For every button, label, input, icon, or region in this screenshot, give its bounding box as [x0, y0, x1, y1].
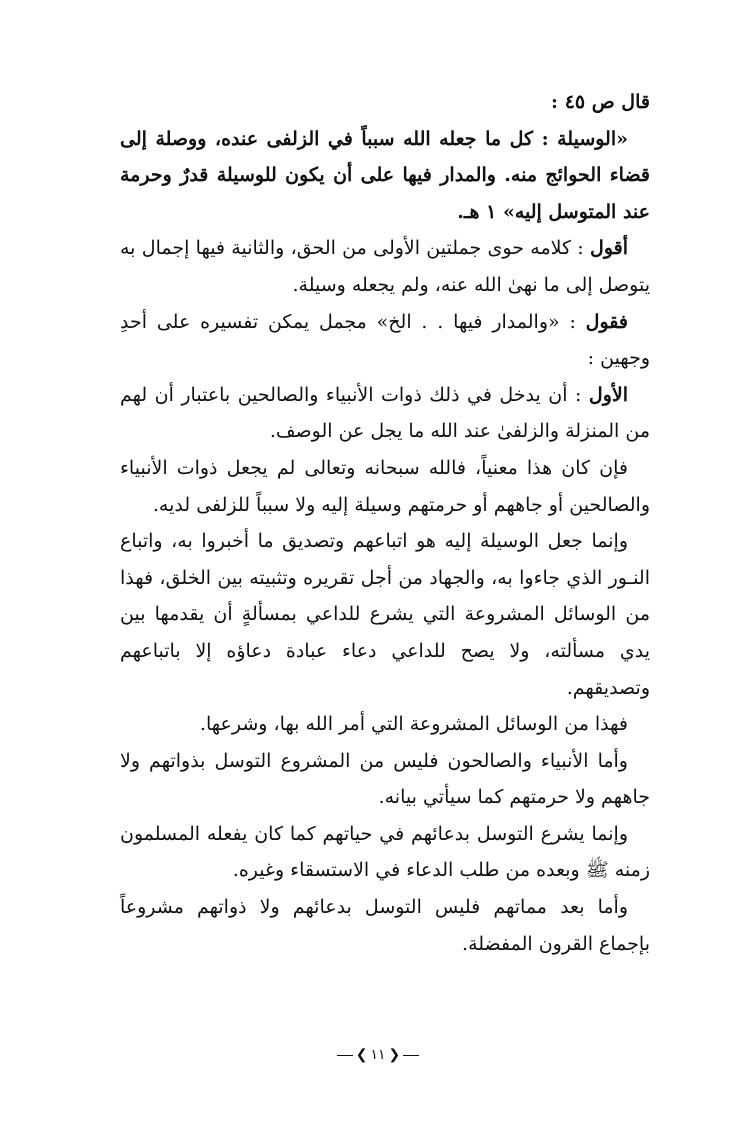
paragraph-body: فإن كان هذا معنياً، فالله سبحانه وتعالى لم يجعل ذوات الأنبياء والصالحين أو جاههم أو حرمتهم وسيلة إليه ولا سبباً للزلفى لديه. [120, 456, 650, 516]
paragraph-reply [120, 230, 650, 303]
paragraph-body: وأما الأنبياء والصالحون فليس من المشروع التوسل بذواتهم ولا جاههم ولا حرمتهم كما سيأتي بيانه. [120, 749, 650, 809]
quote-line: عند المتوسل إليه» ١ هـ. [457, 200, 650, 223]
paragraph-first-meaning [120, 377, 650, 450]
page-number: ١١ [370, 1047, 386, 1063]
page-footer [0, 1047, 756, 1063]
paragraph-body: فهذا من الوسائل المشروعة التي أمر الله بها، وشرعها. [199, 713, 628, 736]
paragraph-body: وإنما يشرع التوسل بدعائهم في حياتهم كما كان يفعله المسلمون زمنه ﷺ وبعده من طلب الدعاء في الاستسقاء وغيره. [120, 822, 650, 882]
paragraph-text: : أن يدخل في ذلك ذوات الأنبياء والصالحين باعتبار أن لهم من المنزلة والزلفىٰ عند الله ما يجل عن الوصف. [120, 383, 650, 443]
section-heading: قال ص ٤٥ : [551, 91, 650, 113]
body-text [120, 84, 650, 962]
paragraph-body: وأما بعد مماتهم فليس التوسل بدعائهم ولا ذواتهم مشروعاً بإجماع القرون المفضلة. [120, 896, 650, 955]
paragraph-lead-word: الأول [588, 383, 628, 406]
quote-line: «الوسيلة : كل ما جعله الله سبباً في الزلفى عنده، ووصلة إلى [120, 127, 628, 150]
quoted-definition [120, 121, 650, 231]
ornament-right-icon: ❯ [388, 1047, 401, 1063]
ornament-left-icon: ❮ [355, 1047, 368, 1063]
paragraph-text: : كلامه حوى جملتين الأولى من الحق، والثانية فيها إجمال به يتوصل إلى ما نهىٰ الله عنه، ولم يجعله وسيلة. [120, 237, 650, 296]
footer-rule [337, 1055, 353, 1056]
paragraph-lead-word: فقول [585, 310, 628, 333]
paragraph-text: : «والمدار فيها . . الخ» مجمل يمكن تفسيره على أحدِ وجهين : [120, 310, 650, 370]
paragraph-lead-word: أقول [590, 237, 628, 260]
footer-rule [403, 1055, 419, 1056]
paragraph-body: وإنما جعل الوسيلة إليه هو اتباعهم وتصديق ما أخبروا به، واتباع النـور الذي جاءوا به، والجهاد من أجل تقريره وتثبيته بين الخلق، فهذا من الوسائل المشروعة التي يشرع للداعي بمسألةٍ أن يقدمها بين يدي مسألته، ولا يصح للداعي دعاء عبادة دعاؤه إلا باتباعهم وتصديقهم. [120, 530, 650, 699]
quote-line: قضاء الحوائج منه. والمدار فيها على أن يكون للوسيلة قدرٌ وحرمة [120, 164, 650, 187]
paragraph-ambiguity [120, 304, 650, 377]
